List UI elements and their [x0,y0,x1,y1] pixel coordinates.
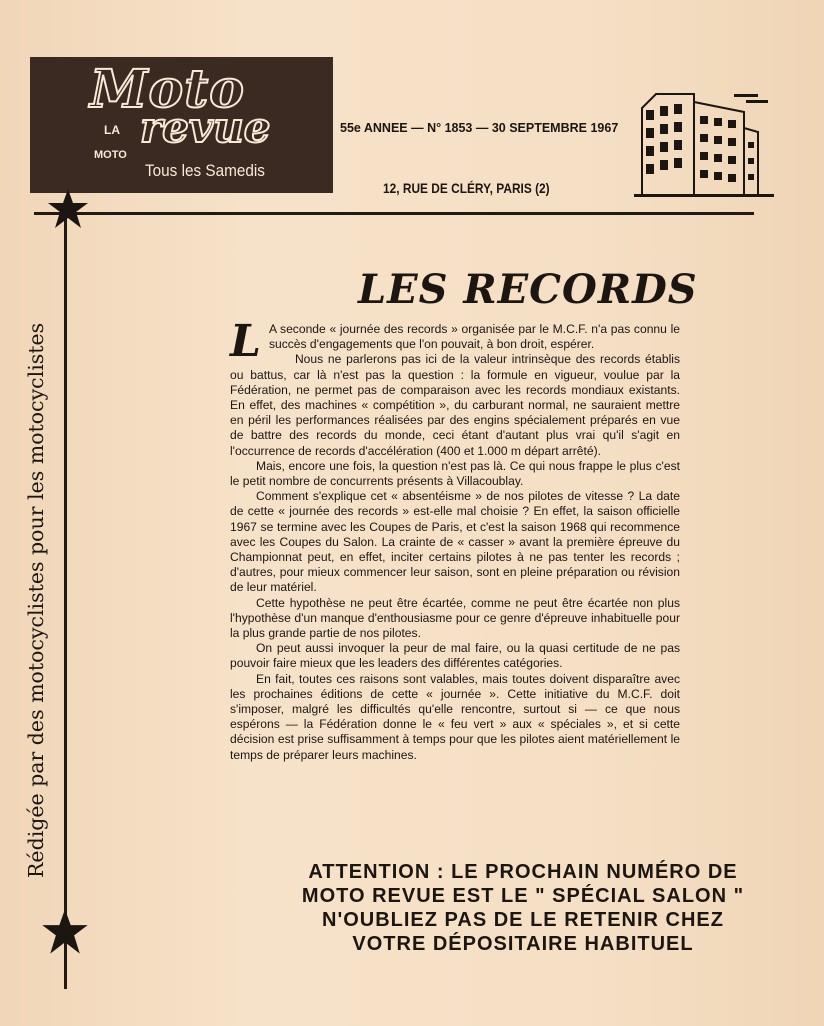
tagline: Tous les Samedis [145,161,265,180]
notice-line: VOTRE DÉPOSITAIRE HABITUEL [352,933,694,955]
article-paragraph: En fait, toutes ces raisons sont valables, mais toutes doivent disparaître avec les prochaines éditions de cette « journée ». Cette initiative du M.C.F. doit s'imposer, malgré les difficultés qu'elle rencontre, surtout si — ce que nous espérons — la Fédération donne le « feu vert » aux « spéciales », et si cette décision est prise suffisamment à temps pour que les pilotes aient matériellement le temps de préparer leurs machines. [230,671,680,762]
building-illustration-icon [634,88,774,200]
notice-line: N'OUBLIEZ PAS DE LE RETENIR CHEZ [322,909,724,931]
article-paragraph [230,316,680,367]
star-icon [46,188,90,230]
article-body [230,316,680,763]
article-paragraph: Mais, encore une fois, la question n'est pas là. Ce qui nous frappe le plus c'est le petit nombre de concurrents présents à Villacoublay. [230,458,680,489]
article-paragraph: On peut aussi invoquer la peur de mal faire, ou la quasi certitude de ne pas pouvoir faire mieux que les leaders des différentes catégories. [230,641,680,671]
star-icon [40,908,90,956]
header-rule [34,212,754,215]
dropcap-letter: L [230,316,261,367]
article-paragraph: Nous ne parlerons pas ici de la valeur intrinsèque des records établis ou battus, car là n'est pas la question : la formule en vigueur, voulue par la Fédération, ne permet pas de comparaison avec les records mondiaux existants. En effet, des machines « compétition », du carburant normal, ne sauraient mettre en péril les performances réalisées par des engins spécialement préparés en vue de battre des records du monde, ceci étant d'autant plus vrai qu'il s'agit en l'occurrence de records d'accélération (400 et 1.000 m départ arrêté). [230,352,680,458]
logo-moto-text: Moto [90,59,245,120]
logo-revue-text: revue [140,103,271,152]
notice-line: MOTO REVUE EST LE " SPÉCIAL SALON " [301,885,745,907]
side-rule [64,214,67,989]
paragraph-text: A seconde « journée des records » organisée par le M.C.F. n'a pas connu le succès d'engagements que l'on pouvait, à bon droit, espérer. [268,322,680,352]
address: 12, RUE DE CLÉRY, PARIS (2) [383,180,550,196]
article-paragraph: Cette hypothèse ne peut être écartée, comme ne peut être écartée non plus l'hypothèse d'un manque d'enthousiasme pour ce genre d'épreuve inhabituelle pour la plus grande partie de nos pilotes. [230,595,680,641]
article-paragraph: Comment s'explique cet « absentéisme » de nos pilotes de vitesse ? La date de cette « journée des records » est-elle mal choisie ? En effet, la saison officielle 1967 se termine avec les Coupes de Paris, et c'est la saison 1968 qui recommence avec les Coupes du Salon. La crainte de « casser » avant la première épreuve du Championnat peut, en effet, inciter certains pilotes à ne pas tenter les records ; d'autres, pour mieux commencer leur saison, sont en pleine préparation ou révision de leur matériel. [230,489,680,595]
logo-la-text: LA [104,123,120,137]
vertical-tagline: Rédigée par des motocyclistes pour les motocyclistes [24,322,48,878]
notice-box [290,860,756,956]
article-title: LES RECORDS [358,266,698,313]
notice-line: ATTENTION : LE PROCHAIN NUMÉRO DE [308,861,738,883]
logo-moto-small-text: MOTO [94,149,127,161]
issue-line: 55e ANNEE — N° 1853 — 30 SEPTEMBRE 1967 [340,121,619,135]
masthead-logo-box [30,57,333,193]
